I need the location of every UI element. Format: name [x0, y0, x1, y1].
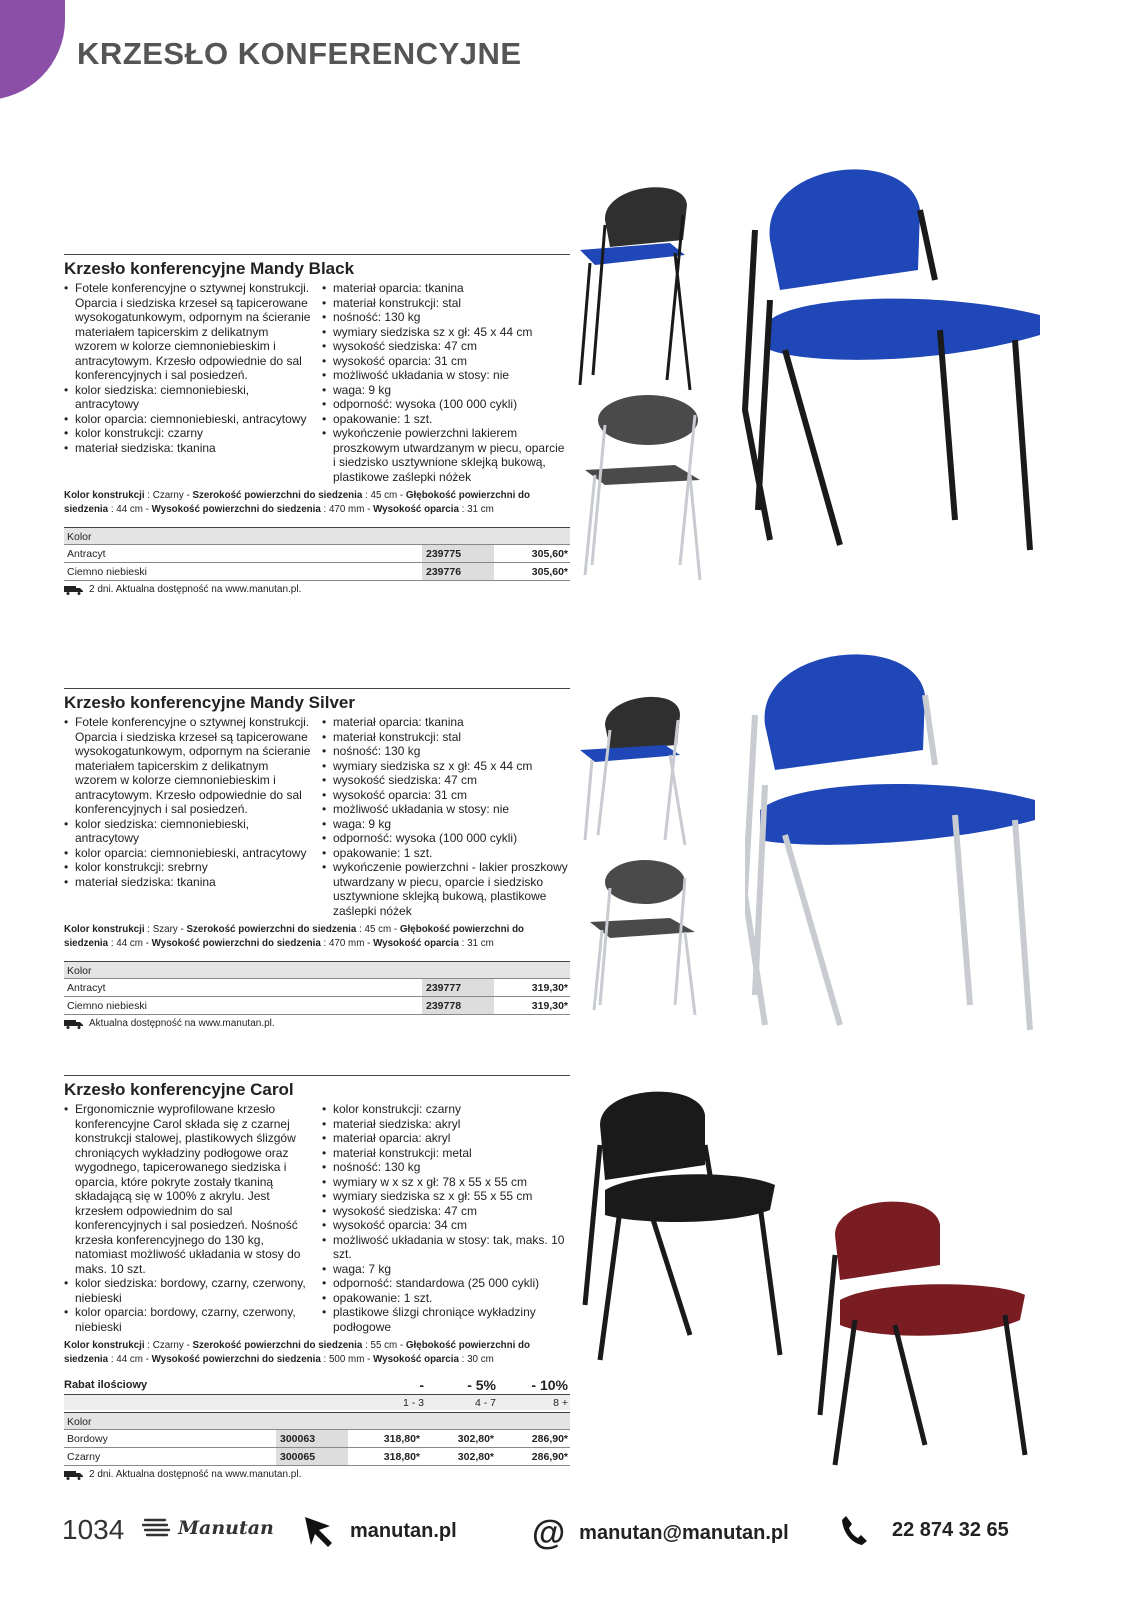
list-item: • materiał siedziska: tkanina [64, 875, 312, 890]
product-mandy-black [64, 254, 570, 595]
list-item: • nośność: 130 kg [322, 310, 570, 325]
list-item: • materiał oparcia: tkanina [322, 281, 570, 296]
truck-icon [64, 585, 84, 595]
feature-list-left [64, 281, 312, 484]
price-cell: 319,30* [531, 1000, 568, 1012]
feature-list-right [322, 715, 570, 918]
chair-photo-mandy-black-main [740, 150, 1070, 560]
chair-photo-mandy-black-blue-small [575, 175, 705, 400]
discount-row [64, 1377, 570, 1394]
discount-value: - 10% [531, 1377, 568, 1393]
product-mandy-silver [64, 688, 570, 1029]
list-item: • opakowanie: 1 szt. [322, 1291, 570, 1306]
product-title: Krzesło konferencyjne Mandy Silver [64, 693, 355, 712]
list-item: • możliwość układania w stosy: tak, maks. 10 szt. [322, 1233, 570, 1262]
phone-link[interactable]: 22 874 32 65 [840, 1514, 1009, 1546]
color-cell: Ciemno niebieski [67, 566, 147, 578]
product-code[interactable]: 300065 [276, 1448, 348, 1465]
list-item: • waga: 9 kg [322, 383, 570, 398]
list-item: • kolor siedziska: ciemnoniebieski, antracytowy [64, 383, 312, 412]
list-item: • waga: 9 kg [322, 817, 570, 832]
list-item: • odporność: standardowa (25 000 cykli) [322, 1276, 570, 1291]
list-item: • wymiary siedziska sz x gł: 55 x 55 cm [322, 1189, 570, 1204]
color-cell: Czarny [67, 1451, 101, 1463]
spec-summary: Kolor konstrukcji : Czarny - Szerokość powierzchni do siedzenia : 45 cm - Głębokość powierzchni do siedzenia : 44 cm - Wysokość powierzchni do siedzenia : 470 mm - Wysokość oparcia : 31 cm [64, 490, 531, 515]
list-item: • możliwość układania w stosy: nie [322, 802, 570, 817]
website-link[interactable]: manutan.pl [302, 1514, 457, 1548]
delivery-info: Aktualna dostępność na www.manutan.pl. [64, 1018, 570, 1029]
spec-summary: Kolor konstrukcji : Szary - Szerokość powierzchni do siedzenia : 45 cm - Głębokość powierzchni do siedzenia : 44 cm - Wysokość powierzchni do siedzenia : 470 mm - Wysokość oparcia : 31 cm [64, 924, 525, 949]
product-code[interactable]: 300063 [276, 1430, 348, 1447]
quantity-range: 1 - 3 [402, 1397, 424, 1409]
list-item: • wymiary w x sz x gł: 78 x 55 x 55 cm [322, 1175, 570, 1190]
color-cell: Antracyt [67, 548, 106, 560]
table-header: Kolor [64, 527, 570, 545]
list-item: • odporność: wysoka (100 000 cykli) [322, 397, 570, 412]
list-item: • wysokość oparcia: 34 cm [322, 1218, 570, 1233]
divider [64, 688, 570, 689]
list-item: • kolor oparcia: ciemnoniebieski, antracytowy [64, 846, 312, 861]
product-carol [64, 1075, 570, 1480]
page-title: KRZESŁO KONFERENCYJNE [77, 36, 522, 71]
quantity-row [64, 1394, 570, 1410]
list-item: • materiał siedziska: tkanina [64, 441, 312, 456]
table-header: Kolor [64, 961, 570, 979]
product-code[interactable]: 239778 [422, 997, 494, 1014]
list-item: • wysokość oparcia: 31 cm [322, 354, 570, 369]
price-cell: 302,80* [457, 1451, 494, 1463]
price-cell: 305,60* [531, 548, 568, 560]
list-item: • Fotele konferencyjne o sztywnej konstrukcji. Oparcia i siedziska krzeseł są tapicerowane wysokogatunkowym, odpornym na ścieranie materiałem tapicerskim z delikatnym wzorem w kolorze ciemnoniebieskim i antracytowym. Krzesło odpowiednie do sal konferencyjnych i sal posiedzeń. [64, 281, 312, 383]
list-item: • kolor oparcia: bordowy, czarny, czerwony, niebieski [64, 1305, 312, 1334]
list-item: • wymiary siedziska sz x gł: 45 x 44 cm [322, 759, 570, 774]
list-item: • materiał konstrukcji: metal [322, 1146, 570, 1161]
product-code[interactable]: 239775 [422, 545, 494, 562]
list-item: • materiał siedziska: akryl [322, 1117, 570, 1132]
list-item: • wymiary siedziska sz x gł: 45 x 44 cm [322, 325, 570, 340]
list-item: • wysokość siedziska: 47 cm [322, 773, 570, 788]
chair-photo-carol-bordeaux [815, 1195, 1045, 1475]
table-row [64, 979, 570, 997]
quantity-range: 4 - 7 [474, 1397, 496, 1409]
spec-summary: Kolor konstrukcji : Czarny - Szerokość powierzchni do siedzenia : 55 cm - Głębokość powierzchni do siedzenia : 44 cm - Wysokość powierzchni do siedzenia : 500 mm - Wysokość oparcia : 30 cm [64, 1340, 531, 1365]
discount-value: - [419, 1377, 424, 1393]
truck-icon [64, 1019, 84, 1029]
price-table [64, 527, 570, 581]
chair-photo-mandy-silver-main [745, 635, 1075, 1035]
manutan-logo-icon [142, 1516, 172, 1540]
table-header: Kolor [64, 1412, 570, 1430]
list-item: • odporność: wysoka (100 000 cykli) [322, 831, 570, 846]
price-cell: 286,90* [531, 1451, 568, 1463]
list-item: • wysokość siedziska: 47 cm [322, 1204, 570, 1219]
cursor-icon [302, 1514, 336, 1548]
color-cell: Antracyt [67, 982, 106, 994]
divider [64, 1075, 570, 1076]
list-item: • waga: 7 kg [322, 1262, 570, 1277]
price-cell: 302,80* [457, 1433, 494, 1445]
table-row [64, 545, 570, 563]
delivery-info: 2 dni. Aktualna dostępność na www.manutan.pl. [64, 584, 570, 595]
discount-value: - 5% [467, 1377, 496, 1393]
product-title: Krzesło konferencyjne Carol [64, 1080, 294, 1099]
feature-list-left [64, 715, 312, 918]
manutan-logo: Manutan [142, 1516, 274, 1540]
price-cell: 318,80* [383, 1433, 420, 1445]
corner-accent [0, 0, 65, 100]
list-item: • opakowanie: 1 szt. [322, 412, 570, 427]
at-icon: @ [532, 1514, 566, 1552]
feature-list-right [322, 281, 570, 484]
price-table [64, 961, 570, 1015]
list-item: • kolor siedziska: ciemnoniebieski, antracytowy [64, 817, 312, 846]
price-table [64, 1412, 570, 1466]
delivery-info: 2 dni. Aktualna dostępność na www.manutan.pl. [64, 1469, 570, 1480]
email-link[interactable]: @ manutan@manutan.pl [532, 1514, 789, 1552]
feature-list-left [64, 1102, 312, 1334]
list-item: • opakowanie: 1 szt. [322, 846, 570, 861]
list-item: • kolor konstrukcji: czarny [322, 1102, 570, 1117]
list-item: • kolor siedziska: bordowy, czarny, czerwony, niebieski [64, 1276, 312, 1305]
list-item: • Fotele konferencyjne o sztywnej konstrukcji. Oparcia i siedziska krzeseł są tapicerowane wysokogatunkowym, odpornym na ścieranie materiałem tapicerskim z delikatnym wzorem w kolorze ciemnoniebieskim i antracytowym. Krzesło odpowiednie do sal konferencyjnych i sal posiedzeń. [64, 715, 312, 817]
list-item: • Ergonomicznie wyprofilowane krzesło konferencyjne Carol składa się z czarnej konstrukcji stalowej, plastikowych ślizgów chroniących wykładziny podłogowe oraz wygodnego, tapicerowanego siedziska i oparcia, które pokryte zostały tkaniną składającą się w 100% z akrylu. Jest krzesłem odpowiednim do sal konferencyjnych i sal posiedzeń. Nośność krzesła konferencyjnego do 130 kg, natomiast możliwość układania w stosy do maks. 10 szt. [64, 1102, 312, 1276]
phone-icon [840, 1514, 868, 1546]
chair-photo-carol-black [580, 1085, 795, 1370]
table-row [64, 1448, 570, 1466]
page-number: 1034 [62, 1514, 125, 1545]
list-item: • nośność: 130 kg [322, 1160, 570, 1175]
list-item: • kolor konstrukcji: srebrny [64, 860, 312, 875]
chair-photo-mandy-silver-blue-small [580, 690, 700, 850]
list-item: • możliwość układania w stosy: nie [322, 368, 570, 383]
list-item: • kolor oparcia: ciemnoniebieski, antracytowy [64, 412, 312, 427]
price-cell: 305,60* [531, 566, 568, 578]
list-item: • wysokość oparcia: 31 cm [322, 788, 570, 803]
list-item: • materiał konstrukcji: stal [322, 296, 570, 311]
table-row [64, 1430, 570, 1448]
product-title: Krzesło konferencyjne Mandy Black [64, 259, 355, 278]
chair-photo-mandy-silver-grey-small [590, 860, 700, 1020]
list-item: • wykończenie powierzchni - lakier proszkowy utwardzany w piecu, oparcie i siedzisko usztywnione sklejką bukową, plastikowe zaślepki nóżek [322, 860, 570, 918]
truck-icon [64, 1470, 84, 1480]
list-item: • materiał oparcia: akryl [322, 1131, 570, 1146]
discount-label: Rabat ilościowy [64, 1379, 148, 1391]
price-cell: 318,80* [383, 1451, 420, 1463]
table-row [64, 563, 570, 581]
divider [64, 254, 570, 255]
footer [62, 1510, 1062, 1550]
quantity-range: 8 + [553, 1397, 568, 1409]
table-row [64, 997, 570, 1015]
list-item: • kolor konstrukcji: czarny [64, 426, 312, 441]
price-cell: 286,90* [531, 1433, 568, 1445]
price-cell: 319,30* [531, 982, 568, 994]
list-item: • plastikowe ślizgi chroniące wykładziny podłogowe [322, 1305, 570, 1334]
feature-list-right [322, 1102, 570, 1334]
list-item: • nośność: 130 kg [322, 744, 570, 759]
color-cell: Ciemno niebieski [67, 1000, 147, 1012]
product-code[interactable]: 239776 [422, 563, 494, 580]
list-item: • materiał konstrukcji: stal [322, 730, 570, 745]
chair-photo-mandy-black-grey-small [580, 395, 710, 585]
color-cell: Bordowy [67, 1433, 108, 1445]
list-item: • materiał oparcia: tkanina [322, 715, 570, 730]
product-code[interactable]: 239777 [422, 979, 494, 996]
list-item: • wysokość siedziska: 47 cm [322, 339, 570, 354]
list-item: • wykończenie powierzchni lakierem proszkowym utwardzanym w piecu, oparcie i siedzisko usztywnione sklejką bukową, plastikowe zaślepki nóżek [322, 426, 570, 484]
